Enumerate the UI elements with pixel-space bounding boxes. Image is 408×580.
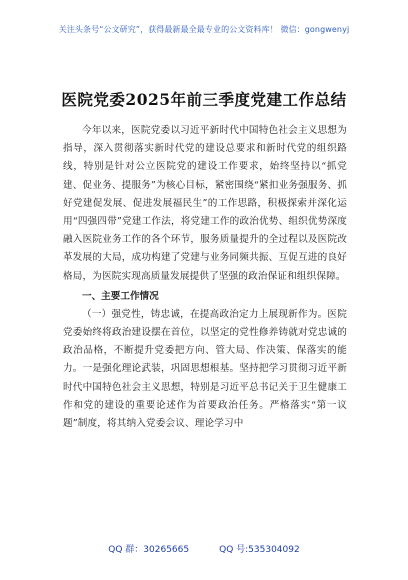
intro-paragraph: 今年以来，医院党委以习近平新时代中国特色社会主义思想为指导，深入贯彻落实新时代党的建设总要求和新时代党的组织路线，特别是针对公立医院党的建设工作要求，始终坚持以“抓党建、促业务、提服务”为核心目标，紧密围绕“紧扣业务强服务、抓好党建促发展、促进发展福民生”的工作思路，积极探索并深化运用“四强四带”党建工作法，将党建工作的政治优势、组织优势深度融入医院业务工作的各个环节，服务质量提升的全过程以及医院改革发展的大局，成功构建了党建与业务同频共振、互促互进的良好格局，为医院实现高质量发展提供了坚强的政治保证和组织保障。 (63, 125, 347, 282)
qq-number-text: QQ 号:535304092 (219, 545, 300, 555)
header-banner: 关注头条号“公文研究”，获得最新最全最专业的公文资料库！ 微信：gongwenyj (58, 25, 350, 34)
document-title: 医院党委2025年前三季度党建工作总结 (61, 90, 347, 109)
document-body (63, 122, 347, 433)
qq-group-text: QQ 群：30265665 (108, 545, 190, 555)
body-paragraph: （一）强党性，铸忠诚，在提高政治定力上展现新作为。医院党委始终将政治建设摆在首位，以坚定的党性修养铸就对党忠诚的政治品格，不断提升党委把方向、管大局、作决策、保落实的能力。一是强化理论武装，巩固思想根基。坚持把学习贯彻习近平新时代中国特色社会主义思想，特别是习近平总书记关于卫生健康工作和党的建设的重要论述作为首要政治任务。严格落实“第一议题”制度，将其纳入党委会议、理论学习中 (63, 308, 347, 430)
section-heading: 一、主要工作情况 (82, 290, 159, 302)
footer-contact (0, 542, 408, 555)
